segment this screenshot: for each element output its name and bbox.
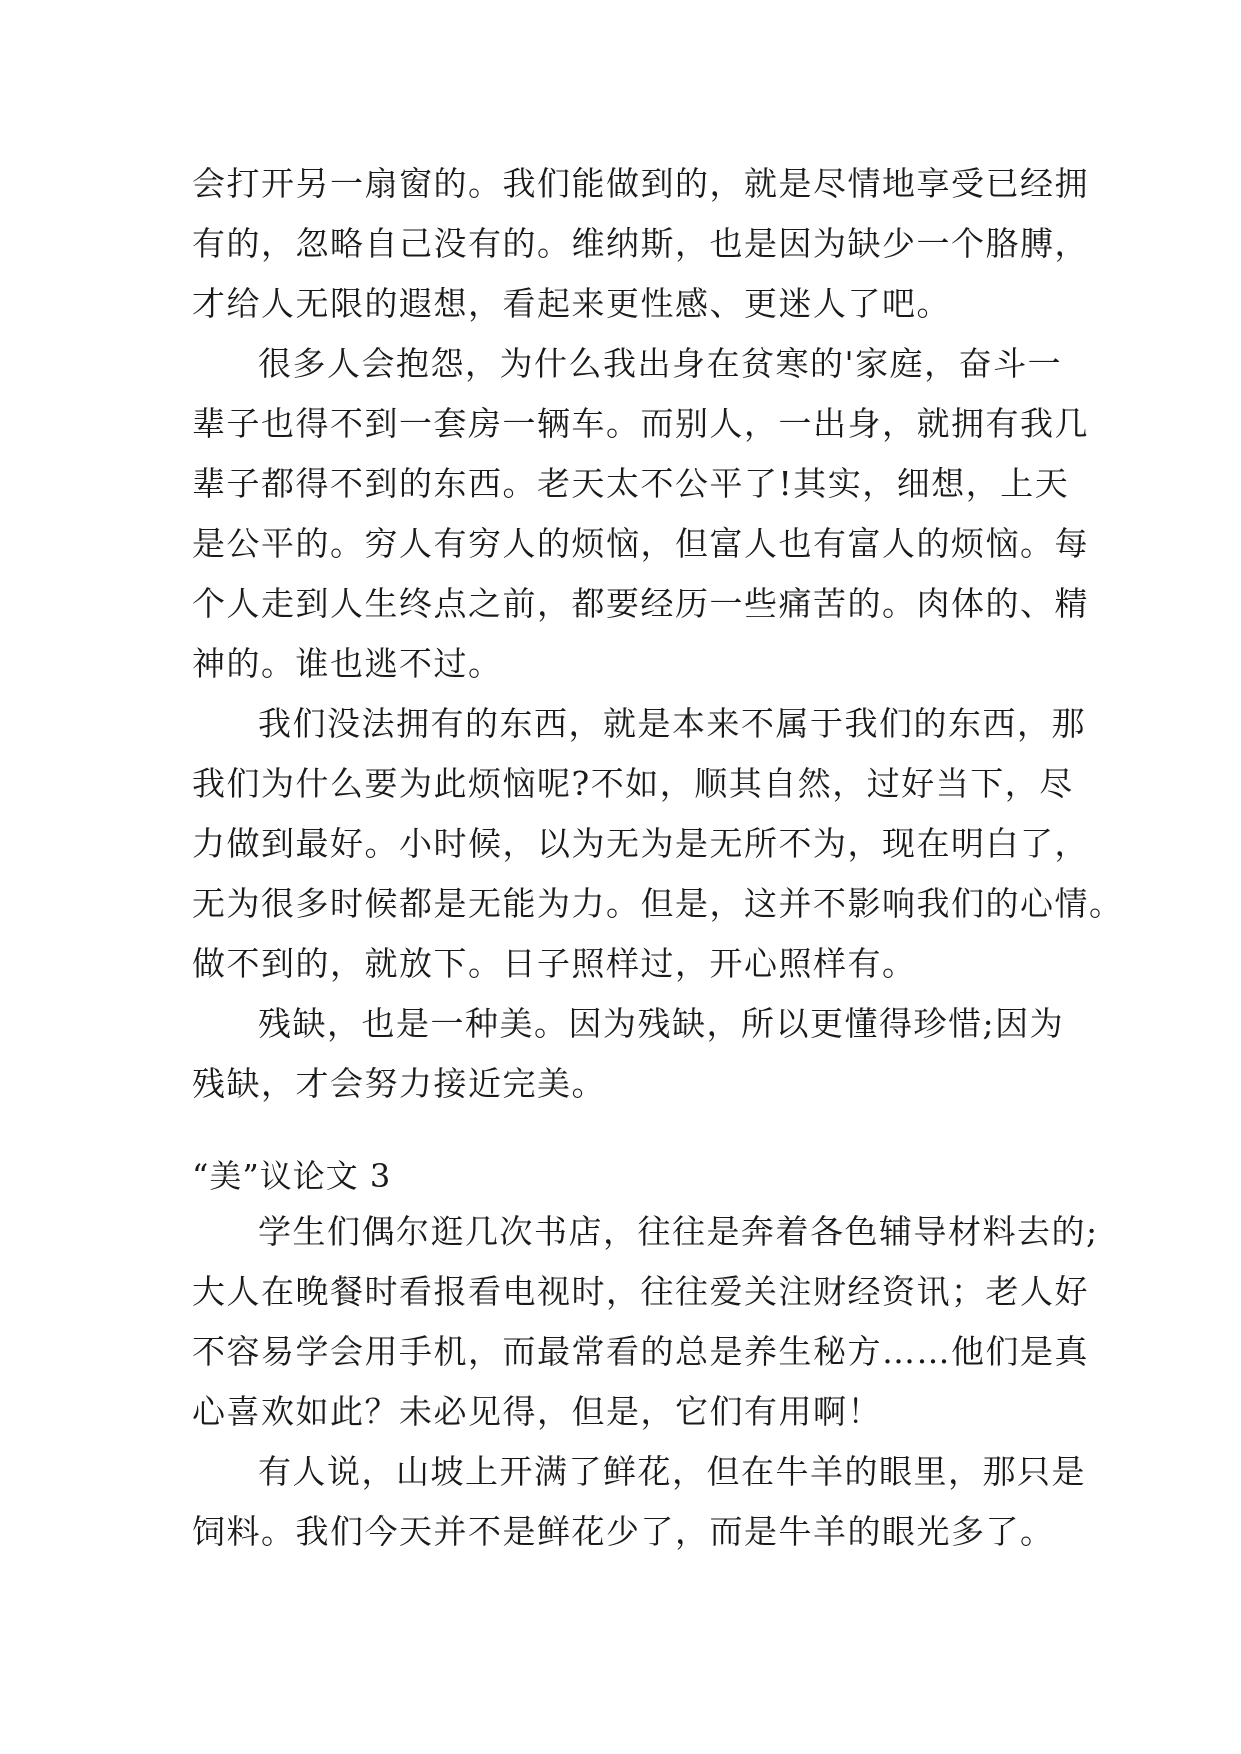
- text-line: 我们为什么要为此烦恼呢?不如，顺其自然，过好当下，尽: [192, 764, 1074, 803]
- essay-heading: “美”议论文 3: [192, 1157, 392, 1195]
- essay-body-section-1: [192, 154, 1124, 1114]
- text-line: 做不到的，就放下。日子照样过，开心照样有。: [192, 944, 917, 983]
- text-line: 心喜欢如此？未必见得，但是，它们有用啊！: [192, 1392, 882, 1431]
- text-line: 个人走到人生终点之前，都要经历一些痛苦的。肉体的、精: [192, 584, 1089, 623]
- text-line: 有的，忽略自己没有的。维纳斯，也是因为缺少一个胳膊，: [192, 224, 1089, 263]
- text-line: 力做到最好。小时候，以为无为是无所不为，现在明白了，: [192, 824, 1089, 863]
- text-line: 是公平的。穷人有穷人的烦恼，但富人也有富人的烦恼。每: [192, 524, 1089, 563]
- text-line: 大人在晚餐时看报看电视时，往往爱关注财经资讯；老人好: [192, 1272, 1089, 1311]
- paragraph-start-line: 很多人会抱怨，为什么我出身在贫寒的'家庭，奋斗一: [258, 344, 1063, 383]
- text-line: 辈子也得不到一套房一辆车。而别人，一出身，就拥有我几: [192, 404, 1089, 443]
- text-line: 不容易学会用手机，而最常看的总是养生秘方……他们是真: [192, 1332, 1089, 1371]
- text-line: 才给人无限的遐想，看起来更性感、更迷人了吧。: [192, 284, 951, 323]
- paragraph-start-line: 我们没法拥有的东西，就是本来不属于我们的东西，那: [258, 704, 1086, 743]
- text-line: 残缺，才会努力接近完美。: [192, 1064, 606, 1103]
- paragraph-start-line: 有人说，山坡上开满了鲜花，但在牛羊的眼里，那只是: [258, 1452, 1086, 1491]
- text-line: 饲料。我们今天并不是鲜花少了，而是牛羊的眼光多了。: [192, 1512, 1055, 1551]
- text-line: 神的。谁也逃不过。: [192, 644, 503, 683]
- paragraph-start-line: 学生们偶尔逛几次书店，往往是奔着各色辅导材料去的;: [258, 1212, 1099, 1251]
- text-line: 辈子都得不到的东西。老天太不公平了!其实，细想，上天: [192, 464, 1070, 503]
- paragraph-start-line: 残缺，也是一种美。因为残缺，所以更懂得珍惜;因为: [258, 1004, 1065, 1043]
- text-line: 会打开另一扇窗的。我们能做到的，就是尽情地享受已经拥: [192, 164, 1089, 203]
- text-line: 无为很多时候都是无能为力。但是，这并不影响我们的心情。: [192, 884, 1124, 923]
- essay-body-section-2: [192, 1202, 1099, 1562]
